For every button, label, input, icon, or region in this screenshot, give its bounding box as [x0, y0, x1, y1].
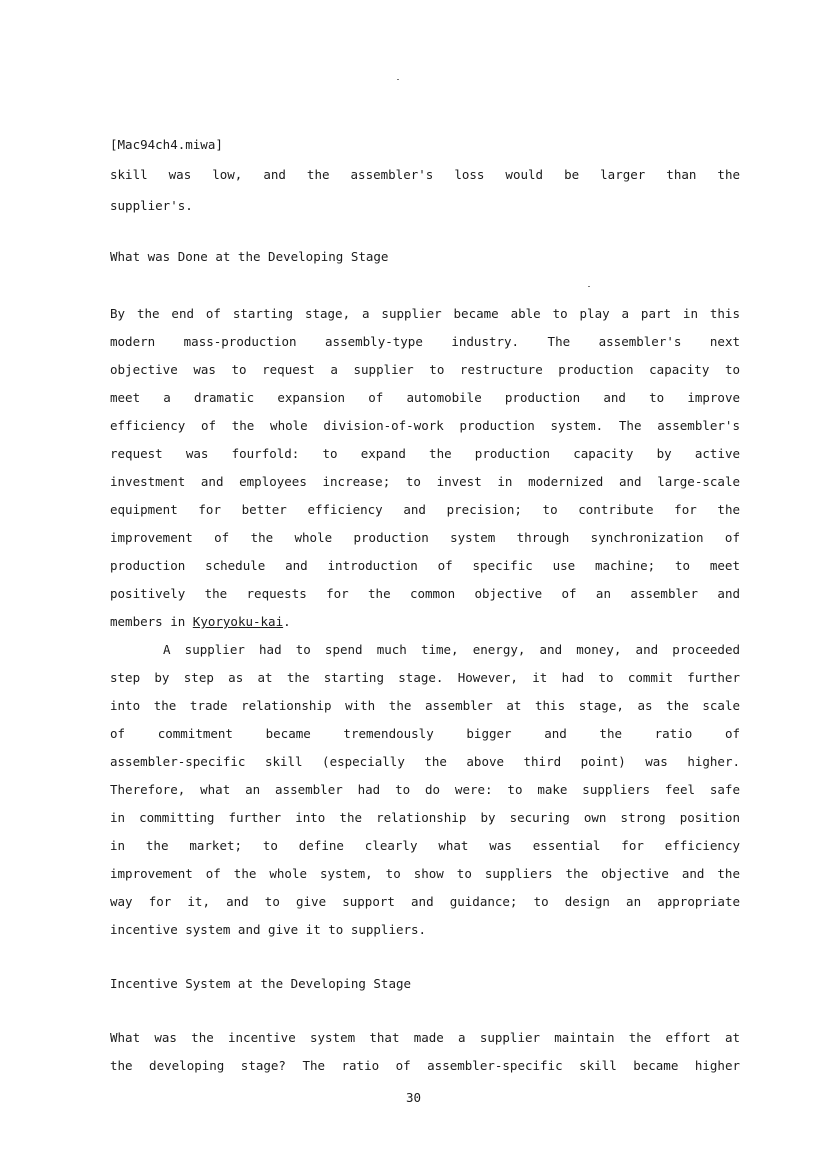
text-line: Therefore, what an assembler had to do were: to make suppliers feel safe [110, 782, 740, 797]
section-heading: What was Done at the Developing Stage [110, 249, 389, 264]
text-line: meet a dramatic expansion of automobile production and to improve [110, 390, 740, 405]
text-line: request was fourfold: to expand the production capacity by active [110, 446, 740, 461]
text-line: improvement of the whole production system through synchronization of [110, 530, 740, 545]
section-heading: Incentive System at the Developing Stage [110, 976, 412, 991]
text-line: way for it, and to give support and guidance; to design an appropriate [110, 894, 740, 909]
text-line: in the market; to define clearly what was essential for efficiency [110, 838, 740, 853]
text-fragment: members in [110, 614, 193, 629]
text-line: positively the requests for the common objective of an assembler and [110, 586, 740, 601]
text-line: the developing stage? The ratio of assembler-specific skill became higher [110, 1058, 740, 1073]
text-fragment: . [283, 614, 291, 629]
text-line [110, 614, 740, 630]
kyoryoku-kai-term: Kyoryoku-kai [192, 614, 284, 629]
text-line: into the trade relationship with the assembler at this stage, as the scale [110, 698, 740, 713]
text-line: in committing further into the relationship by securing own strong position [110, 810, 740, 825]
text-line: By the end of starting stage, a supplier became able to play a part in this [110, 306, 740, 321]
text-line: improvement of the whole system, to show to suppliers the objective and the [110, 866, 740, 881]
text-line: investment and employees increase; to invest in modernized and large-scale [110, 474, 740, 489]
text-line: skill was low, and the assembler's loss would be larger than the [110, 167, 740, 182]
text-line: A supplier had to spend much time, energy, and money, and proceeded [163, 642, 740, 657]
text-line: objective was to request a supplier to restructure production capacity to [110, 362, 740, 377]
text-line: equipment for better efficiency and precision; to contribute for the [110, 502, 740, 517]
text-line: incentive system and give it to suppliers. [110, 922, 427, 937]
text-line: step by step as at the starting stage. However, it had to commit further [110, 670, 740, 685]
file-tag: [Mac94ch4.miwa] [110, 137, 223, 152]
text-line: of commitment became tremendously bigger and the ratio of [110, 726, 740, 741]
text-line: supplier's. [110, 198, 193, 213]
scan-speck [397, 79, 399, 80]
page-number: 30 [405, 1090, 422, 1105]
text-line: production schedule and introduction of specific use machine; to meet [110, 558, 740, 573]
text-line: assembler-specific skill (especially the above third point) was higher. [110, 754, 740, 769]
scan-speck [588, 286, 590, 287]
text-line: modern mass-production assembly-type industry. The assembler's next [110, 334, 740, 349]
text-line: What was the incentive system that made a supplier maintain the effort at [110, 1030, 740, 1045]
text-line: efficiency of the whole division-of-work production system. The assembler's [110, 418, 740, 433]
